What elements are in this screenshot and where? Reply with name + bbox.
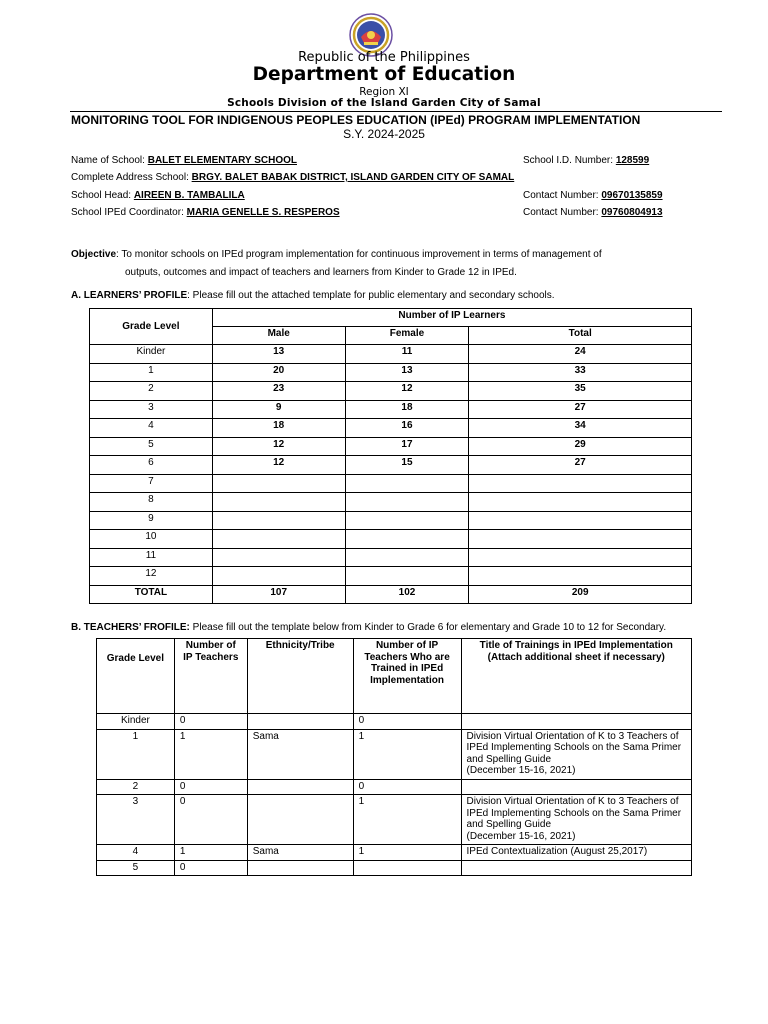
trainings-cell — [461, 714, 691, 730]
trained-cell: 1 — [353, 795, 461, 845]
grade-cell: 3 — [90, 400, 213, 419]
male-cell: 20 — [212, 363, 345, 382]
ethnicity-cell: Sama — [247, 845, 353, 861]
male-cell — [212, 493, 345, 512]
coordinator-contact-value: 09760804913 — [601, 207, 663, 218]
table-row — [90, 474, 692, 493]
grade-cell: 2 — [97, 779, 175, 795]
total-male: 107 — [212, 585, 345, 604]
female-cell: 17 — [345, 437, 469, 456]
male-cell — [212, 530, 345, 549]
total-cell: 27 — [469, 456, 692, 475]
department-heading: Department of Education — [252, 64, 516, 85]
table-row — [90, 437, 692, 456]
total-cell — [469, 511, 692, 530]
female-cell: 16 — [345, 419, 469, 438]
total-total: 209 — [469, 585, 692, 604]
female-cell — [345, 474, 469, 493]
grade-cell: 10 — [90, 530, 213, 549]
coordinator-contact-label: Contact Number: — [523, 207, 602, 218]
school-head-field — [71, 190, 245, 201]
table-row — [90, 548, 692, 567]
school-address-label: Complete Address School: — [71, 172, 192, 183]
table-row — [97, 860, 692, 876]
grade-cell: 12 — [90, 567, 213, 586]
table-row — [90, 419, 692, 438]
ethnicity-cell — [247, 779, 353, 795]
trained-cell — [353, 860, 461, 876]
section-b-text: Please fill out the template below from Kinder to Grade 6 for elementary and Grade 10 to 12 for Secondary. — [189, 622, 667, 633]
head-contact-value: 09670135859 — [601, 190, 663, 201]
table-row — [97, 795, 692, 845]
total-row — [90, 585, 692, 604]
division-heading: Schools Division of the Island Garden City of Samal — [227, 97, 541, 109]
total-cell — [469, 530, 692, 549]
school-id-field — [523, 155, 649, 166]
region-heading: Region XI — [359, 86, 409, 98]
female-cell: 11 — [345, 345, 469, 364]
b-trained-header: Number of IP Teachers Who are Trained in IPEd Implementation — [353, 639, 461, 714]
section-b-label: B. TEACHERS’ FROFILE: — [71, 622, 190, 633]
table-row — [90, 530, 692, 549]
male-header: Male — [212, 327, 345, 345]
female-cell: 13 — [345, 363, 469, 382]
trainings-cell: Division Virtual Orientation of K to 3 Teachers of IPEd Implementing Schools on the Sama Primer and Spelling Guide (December 15-16, 2021) — [461, 795, 691, 845]
female-cell — [345, 530, 469, 549]
grade-cell: 1 — [97, 729, 175, 779]
objective-label: Objective — [71, 249, 117, 260]
objective-paragraph — [71, 246, 602, 282]
section-a-text: : Please fill out the attached template for public elementary and secondary schools. — [187, 290, 555, 301]
grade-cell: 9 — [90, 511, 213, 530]
total-cell: 24 — [469, 345, 692, 364]
female-header: Female — [345, 327, 469, 345]
school-address-value: BRGY. BALET BABAK DISTRICT, ISLAND GARDEN CITY OF SAMAL — [191, 172, 515, 183]
male-cell: 12 — [212, 437, 345, 456]
total-cell: 33 — [469, 363, 692, 382]
grade-cell: 7 — [90, 474, 213, 493]
grade-cell: 6 — [90, 456, 213, 475]
ethnicity-cell — [247, 714, 353, 730]
total-cell — [469, 567, 692, 586]
grade-cell: Kinder — [90, 345, 213, 364]
table-row — [90, 567, 692, 586]
female-cell — [345, 567, 469, 586]
num-ip-cell: 0 — [174, 795, 247, 845]
total-female: 102 — [345, 585, 469, 604]
table-row — [90, 382, 692, 401]
num-ip-cell: 0 — [174, 714, 247, 730]
table-row — [90, 493, 692, 512]
head-contact-label: Contact Number: — [523, 190, 602, 201]
male-cell: 23 — [212, 382, 345, 401]
school-head-label: School Head: — [71, 190, 134, 201]
b-trainings-header: Title of Trainings in IPEd Implementation (Attach additional sheet if necessary) — [461, 639, 691, 714]
b-grade-level-header: Grade Level — [97, 639, 175, 714]
grade-cell: 2 — [90, 382, 213, 401]
school-year: S.Y. 2024-2025 — [343, 127, 425, 141]
head-contact-field — [523, 190, 663, 201]
total-cell: 27 — [469, 400, 692, 419]
coordinator-field — [71, 207, 340, 218]
num-ip-cell: 1 — [174, 845, 247, 861]
grade-cell: 1 — [90, 363, 213, 382]
document-title: MONITORING TOOL FOR INDIGENOUS PEOPLES EDUCATION (IPEd) PROGRAM IMPLEMENTATION — [71, 113, 641, 127]
male-cell — [212, 567, 345, 586]
table-row — [90, 511, 692, 530]
section-b-heading — [71, 622, 666, 633]
school-name-label: Name of School: — [71, 155, 148, 166]
grade-cell: 4 — [97, 845, 175, 861]
total-cell: 34 — [469, 419, 692, 438]
grade-level-header: Grade Level — [90, 309, 213, 345]
ethnicity-cell — [247, 860, 353, 876]
grade-cell: 4 — [90, 419, 213, 438]
trained-cell: 0 — [353, 779, 461, 795]
female-cell: 12 — [345, 382, 469, 401]
b-num-ip-header: Number of IP Teachers — [174, 639, 247, 714]
b-ethnicity-header: Ethnicity/Tribe — [247, 639, 353, 714]
trainings-cell — [461, 860, 691, 876]
teachers-profile-table — [96, 638, 692, 876]
coordinator-contact-field — [523, 207, 663, 218]
table-row — [97, 714, 692, 730]
section-a-label: A. LEARNERS’ PROFILE — [71, 290, 188, 301]
trainings-cell: IPEd Contextualization (August 25,2017) — [461, 845, 691, 861]
grade-cell: 5 — [97, 860, 175, 876]
male-cell — [212, 548, 345, 567]
objective-line-2: outputs, outcomes and impact of teachers and learners from Kinder to Grade 12 in IPEd. — [125, 267, 517, 278]
num-ip-cell: 0 — [174, 860, 247, 876]
table-row — [97, 779, 692, 795]
school-head-value: AIREEN B. TAMBALILA — [133, 190, 245, 201]
num-ip-cell: 1 — [174, 729, 247, 779]
table-row — [97, 845, 692, 861]
school-name-field — [71, 155, 297, 166]
grade-cell: 3 — [97, 795, 175, 845]
table-row — [90, 345, 692, 364]
grade-cell: Kinder — [97, 714, 175, 730]
grade-cell: 5 — [90, 437, 213, 456]
trained-cell: 1 — [353, 845, 461, 861]
school-id-label: School I.D. Number: — [523, 155, 616, 166]
trained-cell: 0 — [353, 714, 461, 730]
header-divider — [70, 111, 722, 112]
female-cell — [345, 511, 469, 530]
total-cell — [469, 474, 692, 493]
table-row — [90, 456, 692, 475]
male-cell: 13 — [212, 345, 345, 364]
grade-cell: 11 — [90, 548, 213, 567]
school-id-value: 128599 — [615, 155, 650, 166]
total-header: Total — [469, 327, 692, 345]
table-row — [90, 400, 692, 419]
learners-profile-table — [89, 308, 692, 604]
section-a-heading — [71, 290, 555, 301]
female-cell: 15 — [345, 456, 469, 475]
total-cell: 35 — [469, 382, 692, 401]
ethnicity-cell — [247, 795, 353, 845]
republic-heading: Republic of the Philippines — [298, 50, 470, 65]
num-ip-cell: 0 — [174, 779, 247, 795]
female-cell: 18 — [345, 400, 469, 419]
female-cell — [345, 548, 469, 567]
ethnicity-cell: Sama — [247, 729, 353, 779]
male-cell: 18 — [212, 419, 345, 438]
trained-cell: 1 — [353, 729, 461, 779]
male-cell: 9 — [212, 400, 345, 419]
grade-cell: 8 — [90, 493, 213, 512]
ip-learners-group-header: Number of IP Learners — [212, 309, 691, 327]
table-row — [90, 363, 692, 382]
table-row — [97, 729, 692, 779]
total-cell: 29 — [469, 437, 692, 456]
total-label: TOTAL — [90, 585, 213, 604]
school-address-field — [71, 172, 514, 183]
trainings-cell: Division Virtual Orientation of K to 3 Teachers of IPEd Implementing Schools on the Sama Primer and Spelling Guide (December 15-16, 2021) — [461, 729, 691, 779]
coordinator-value: MARIA GENELLE S. RESPEROS — [186, 207, 340, 218]
male-cell — [212, 474, 345, 493]
school-name-value: BALET ELEMENTARY SCHOOL — [147, 155, 297, 166]
male-cell — [212, 511, 345, 530]
male-cell: 12 — [212, 456, 345, 475]
total-cell — [469, 548, 692, 567]
coordinator-label: School IPEd Coordinator: — [71, 207, 187, 218]
trainings-cell — [461, 779, 691, 795]
female-cell — [345, 493, 469, 512]
objective-line-1: : To monitor schools on IPEd program implementation for continuous improvement in terms of management of — [116, 249, 602, 260]
total-cell — [469, 493, 692, 512]
